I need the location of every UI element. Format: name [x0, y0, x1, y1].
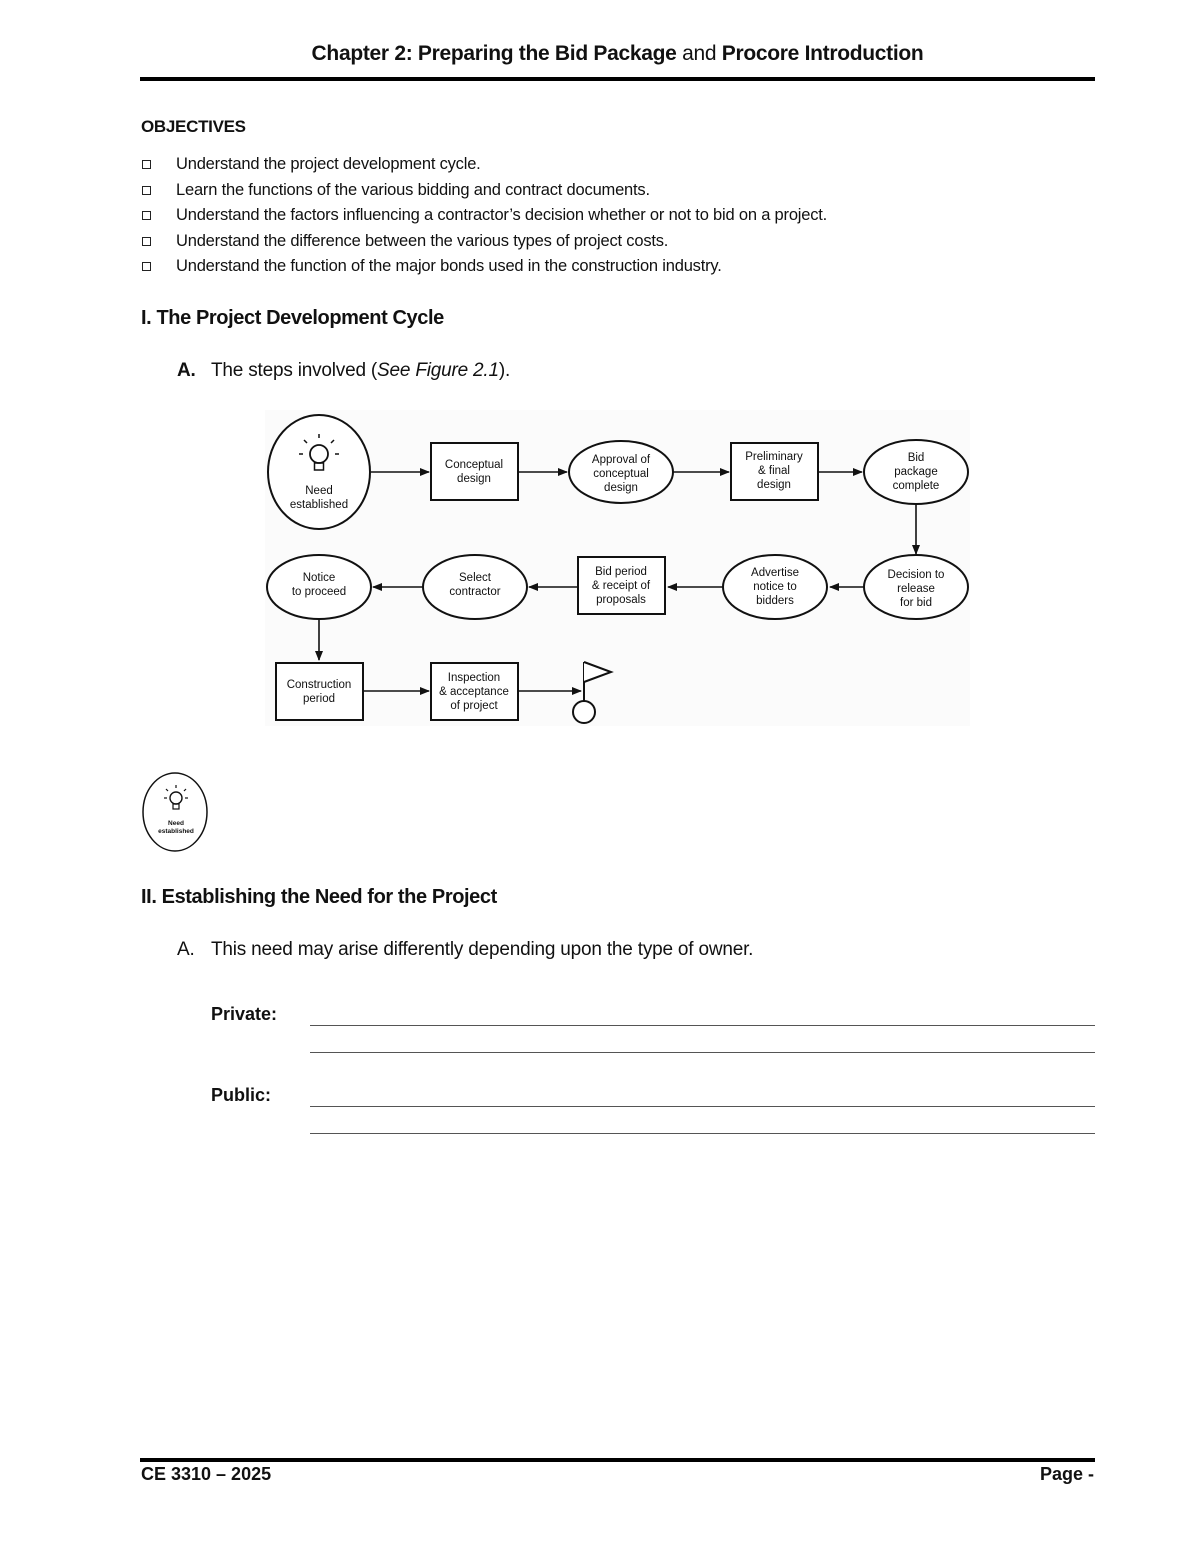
- need-established-small-icon: [139, 770, 214, 855]
- public-label: Public:: [211, 1085, 272, 1105]
- figure-reference: See Figure 2.1: [377, 360, 499, 381]
- objective-text: Understand the factors influencing a contractor’s decision whether or not to bid on a project.: [176, 206, 828, 224]
- header-title-part1: Chapter 2: Preparing the Bid Package: [311, 42, 677, 65]
- public-answer-line-1[interactable]: [310, 1106, 1095, 1107]
- node-text: for bid: [900, 597, 932, 609]
- node-conceptual-design: [431, 443, 518, 500]
- node-decision-to-release: [864, 555, 968, 619]
- node-text: Approval of: [591, 454, 651, 466]
- section1-item-a-text: The steps involved (: [211, 360, 378, 381]
- node-need-established: [268, 415, 370, 529]
- page-header-title: [140, 42, 1095, 66]
- section2-heading: II. Establishing the Need for the Project: [141, 886, 497, 908]
- objective-item: [141, 178, 827, 204]
- header-title-part3: Procore Introduction: [721, 42, 924, 65]
- node-text: conceptual: [593, 468, 649, 480]
- checkbox-bullet-icon: [142, 186, 151, 195]
- node-preliminary-final-design: [731, 443, 818, 500]
- public-answer-line-2[interactable]: [310, 1133, 1095, 1134]
- node-text: Advertise: [751, 567, 799, 579]
- node-text: Need: [305, 485, 333, 497]
- section2-item-a-text: This need may arise differently depending upon the type of owner.: [211, 939, 754, 960]
- objectives-heading: OBJECTIVES: [141, 117, 246, 136]
- node-text: Preliminary: [745, 451, 803, 463]
- node-text: proposals: [596, 594, 646, 606]
- node-text: design: [457, 473, 491, 485]
- section1-item-a-label: A.: [177, 360, 196, 381]
- icon-text: Need: [168, 820, 184, 827]
- checkbox-bullet-icon: [142, 211, 151, 220]
- node-bid-period: [578, 557, 665, 614]
- node-text: release: [897, 583, 935, 595]
- node-text: package: [894, 466, 938, 478]
- objective-text: Understand the project development cycle.: [176, 155, 481, 173]
- node-text: & acceptance: [439, 686, 509, 698]
- footer-page: Page -: [1039, 1464, 1094, 1484]
- project-development-cycle-figure: [265, 410, 970, 726]
- node-text: Inspection: [447, 672, 501, 684]
- objective-text: Learn the functions of the various bidding and contract documents.: [176, 180, 650, 199]
- node-text: Decision to: [887, 569, 945, 581]
- objective-text: Understand the difference between the various types of project costs.: [176, 231, 669, 250]
- objective-item: [141, 203, 827, 229]
- node-bid-package-complete: [864, 440, 968, 504]
- section1-item-a: [177, 360, 510, 382]
- node-text: Bid period: [595, 566, 647, 578]
- footer-course: CE 3310 – 2025: [141, 1464, 272, 1484]
- header-title-and: and: [682, 42, 717, 65]
- objectives-list: [141, 152, 827, 280]
- node-text: Conceptual: [444, 459, 504, 471]
- node-text: design: [757, 479, 791, 491]
- node-text: contractor: [449, 586, 501, 598]
- private-answer-line-2[interactable]: [310, 1052, 1095, 1053]
- objective-item: [141, 254, 827, 280]
- objective-item: [141, 152, 827, 178]
- node-text: Notice: [302, 572, 336, 584]
- section1-heading: I. The Project Development Cycle: [141, 307, 444, 329]
- section2-item-a-label: A.: [177, 939, 195, 960]
- private-label: Private:: [211, 1004, 278, 1024]
- icon-text: established: [158, 828, 194, 835]
- node-text: bidders: [756, 595, 794, 607]
- node-text: period: [303, 693, 335, 705]
- node-text: design: [604, 482, 638, 494]
- header-rule: [140, 77, 1095, 81]
- node-text: Select: [459, 572, 491, 584]
- node-text: established: [289, 499, 349, 511]
- node-inspection-acceptance: [431, 663, 518, 720]
- node-advertise-notice: [723, 555, 827, 619]
- private-answer-line-1[interactable]: [310, 1025, 1095, 1026]
- checkbox-bullet-icon: [142, 237, 151, 246]
- node-text: Bid: [907, 452, 925, 464]
- node-text: & receipt of: [591, 580, 651, 592]
- node-text: of project: [450, 700, 498, 712]
- node-text: notice to: [753, 581, 797, 593]
- objective-item: [141, 229, 827, 255]
- node-text: complete: [892, 480, 940, 492]
- node-text: to proceed: [291, 586, 347, 598]
- objective-text: Understand the function of the major bonds used in the construction industry.: [176, 257, 722, 275]
- section2-item-a: [177, 939, 753, 961]
- node-notice-to-proceed: [267, 555, 371, 619]
- node-select-contractor: [423, 555, 527, 619]
- footer-rule: [140, 1458, 1095, 1462]
- checkbox-bullet-icon: [142, 160, 151, 169]
- checkbox-bullet-icon: [142, 262, 151, 271]
- node-approval-of-conceptual-design: [569, 441, 673, 503]
- section1-item-a-text-end: ).: [498, 360, 511, 381]
- node-text: & final: [758, 465, 790, 477]
- node-construction-period: [276, 663, 363, 720]
- node-text: Construction: [286, 679, 352, 691]
